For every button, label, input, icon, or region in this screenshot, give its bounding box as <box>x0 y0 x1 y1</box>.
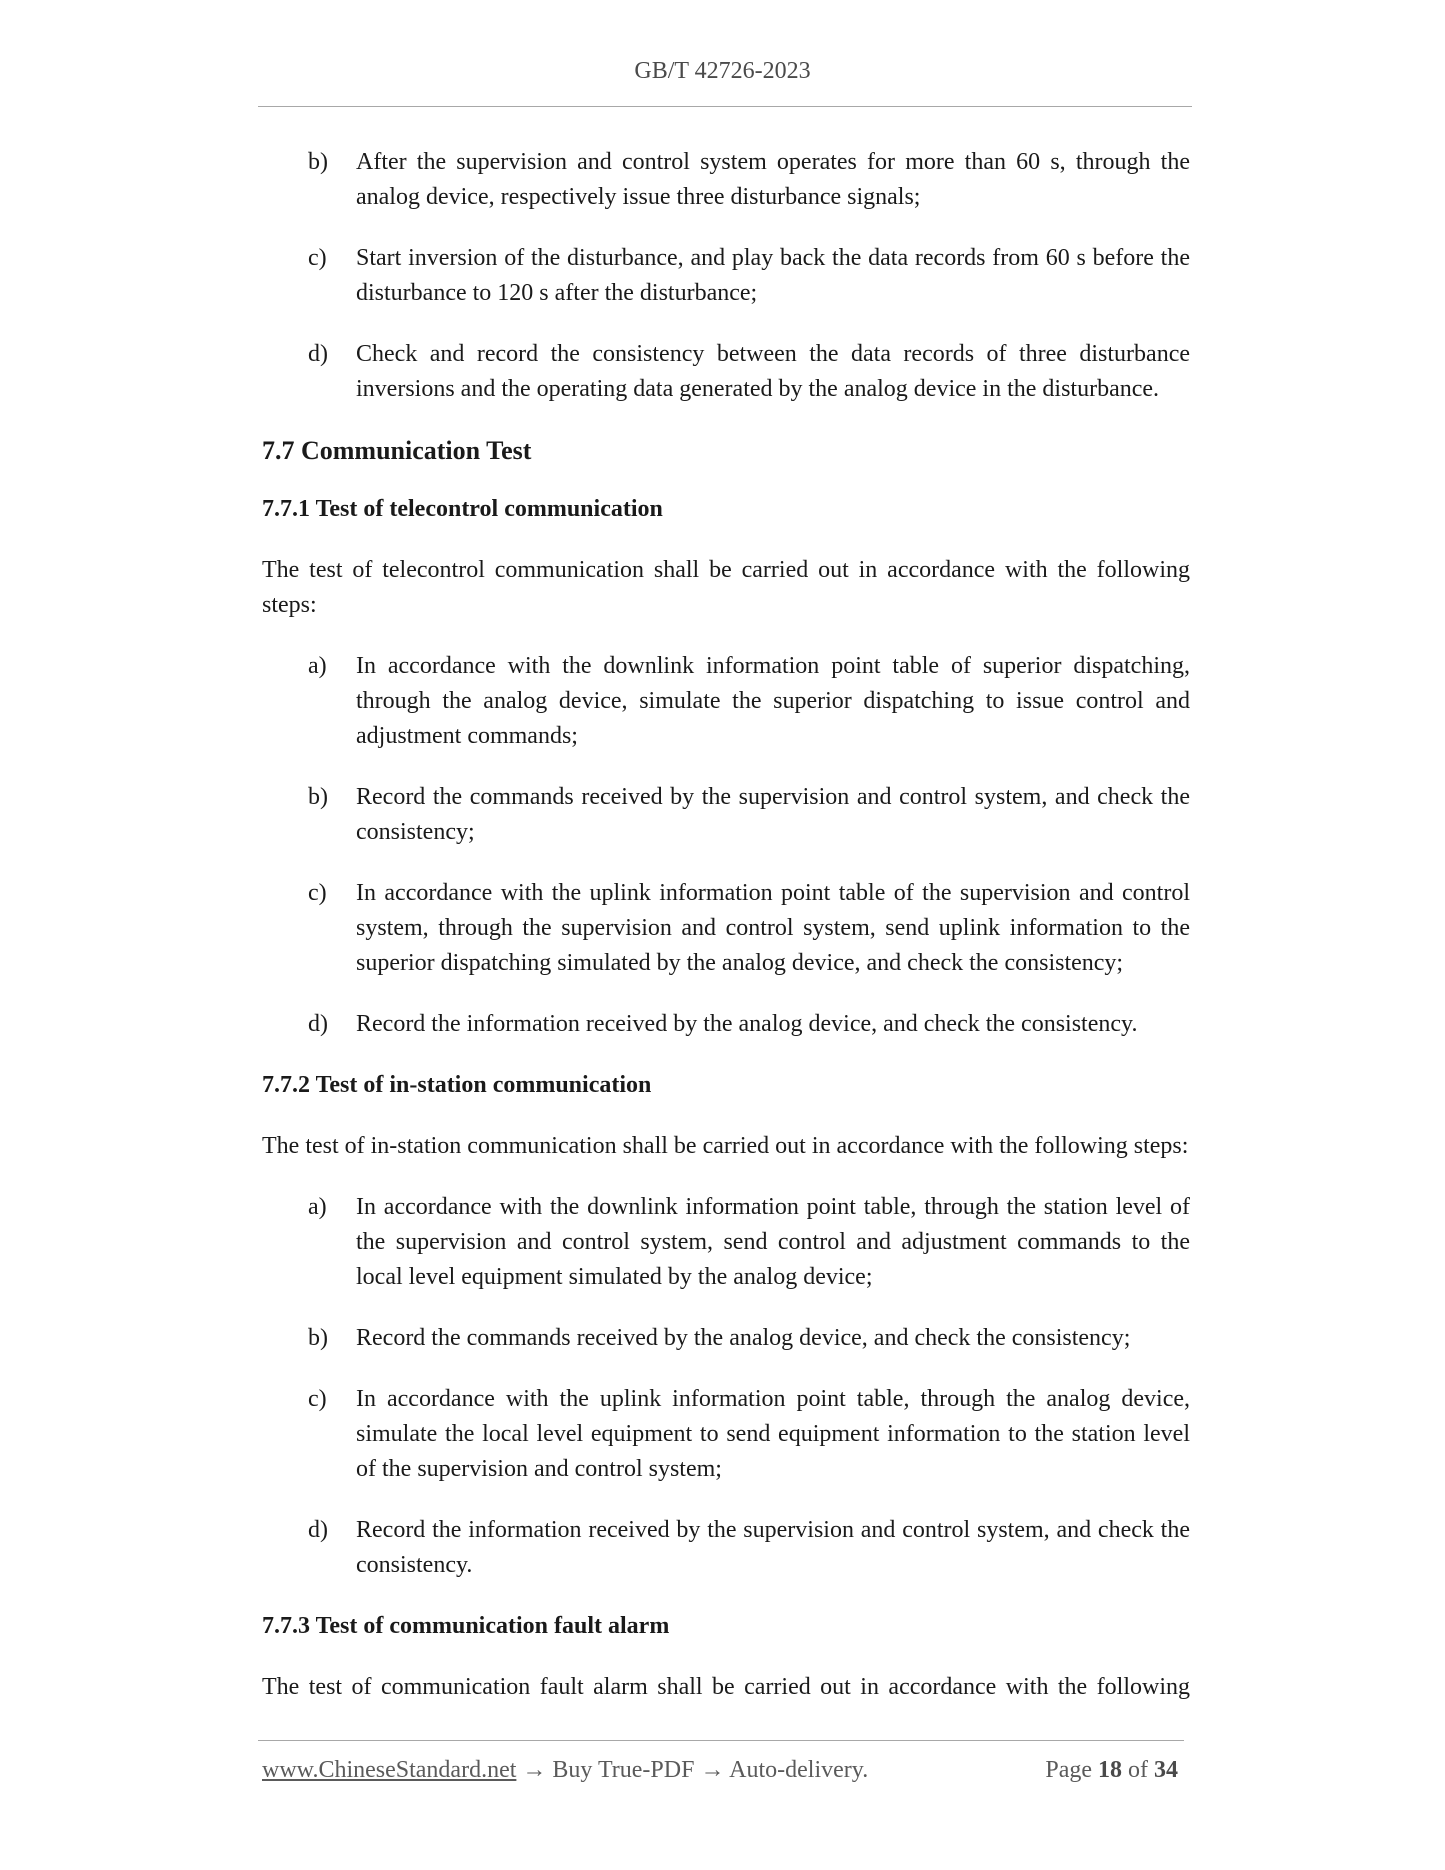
section-heading-7-7-3: 7.7.3 Test of communication fault alarm <box>262 1613 670 1639</box>
list-marker: b) <box>308 1325 328 1351</box>
document-body <box>262 145 1190 1731</box>
list-marker: c) <box>308 245 327 271</box>
list-item <box>262 1513 1190 1583</box>
list-item-text: In accordance with the downlink information point table, through the station level of the supervision and control system, send control and adjustment commands to the local level equipment simulated by the analog device; <box>356 1194 1190 1290</box>
arrow-icon: → <box>700 1757 725 1783</box>
list-marker: d) <box>308 341 328 367</box>
section-intro: The test of telecontrol communication shall be carried out in accordance with the following steps: <box>262 557 1190 618</box>
list-item <box>262 1382 1190 1487</box>
page-label: Page <box>1045 1757 1092 1783</box>
list-item-text: Record the information received by the analog device, and check the consistency. <box>356 1011 1138 1037</box>
list-marker: a) <box>308 1194 327 1220</box>
list-item-text: After the supervision and control system operates for more than 60 s, through the analog device, respectively issue three disturbance signals; <box>356 149 1190 210</box>
list-item <box>262 1190 1190 1295</box>
list-item-text: In accordance with the downlink information point table of superior dispatching, through the analog device, simulate the superior dispatching to issue control and adjustment commands; <box>356 653 1190 749</box>
section-heading-7-7-1: 7.7.1 Test of telecontrol communication <box>262 496 663 522</box>
list-marker: b) <box>308 784 328 810</box>
section-heading-7-7-2: 7.7.2 Test of in-station communication <box>262 1072 652 1098</box>
section-intro: The test of communication fault alarm shall be carried out in accordance with the following <box>262 1674 1190 1700</box>
list-item-text: Record the commands received by the supervision and control system, and check the consistency; <box>356 784 1190 845</box>
buy-pdf-text: Buy True-PDF <box>552 1757 695 1783</box>
current-page-number: 18 <box>1098 1757 1122 1783</box>
footer-divider <box>258 1740 1184 1741</box>
list-marker: b) <box>308 149 328 175</box>
page-indicator <box>1045 1757 1178 1784</box>
list-marker: d) <box>308 1517 328 1543</box>
list-marker: d) <box>308 1011 328 1037</box>
list-marker: a) <box>308 653 327 679</box>
page-header: GB/T 42726-2023 <box>634 58 811 84</box>
page-footer <box>262 1757 1182 1787</box>
list-item <box>262 145 1190 215</box>
website-link[interactable]: www.ChineseStandard.net <box>262 1757 517 1783</box>
list-item-text: Record the information received by the supervision and control system, and check the consistency. <box>356 1517 1190 1578</box>
list-item <box>262 876 1190 981</box>
of-label: of <box>1128 1757 1148 1783</box>
section-intro: The test of in-station communication shall be carried out in accordance with the following steps: <box>262 1133 1189 1159</box>
section-heading-7-7: 7.7 Communication Test <box>262 436 532 465</box>
list-item <box>262 780 1190 850</box>
list-item <box>262 1321 1190 1356</box>
list-marker: c) <box>308 1386 327 1412</box>
list-item <box>262 649 1190 754</box>
list-item-text: In accordance with the uplink information point table of the supervision and control system, through the supervision and control system, send uplink information to the superior dispatching simulated by the analog device, and check the consistency; <box>356 880 1190 976</box>
header-divider <box>258 106 1192 107</box>
list-item-text: Start inversion of the disturbance, and play back the data records from 60 s before the disturbance to 120 s after the disturbance; <box>356 245 1190 306</box>
delivery-text: Auto-delivery. <box>729 1757 869 1783</box>
list-item <box>262 241 1190 311</box>
list-item <box>262 1007 1190 1042</box>
list-item <box>262 337 1190 407</box>
list-item-text: Record the commands received by the analog device, and check the consistency; <box>356 1325 1131 1351</box>
total-page-count: 34 <box>1154 1757 1178 1783</box>
list-item-text: In accordance with the uplink information point table, through the analog device, simulate the local level equipment to send equipment information to the station level of the supervision and control system; <box>356 1386 1190 1482</box>
list-marker: c) <box>308 880 327 906</box>
list-item-text: Check and record the consistency between the data records of three disturbance inversions and the operating data generated by the analog device in the disturbance. <box>356 341 1190 402</box>
arrow-icon: → <box>522 1757 547 1783</box>
footer-links <box>262 1757 868 1784</box>
